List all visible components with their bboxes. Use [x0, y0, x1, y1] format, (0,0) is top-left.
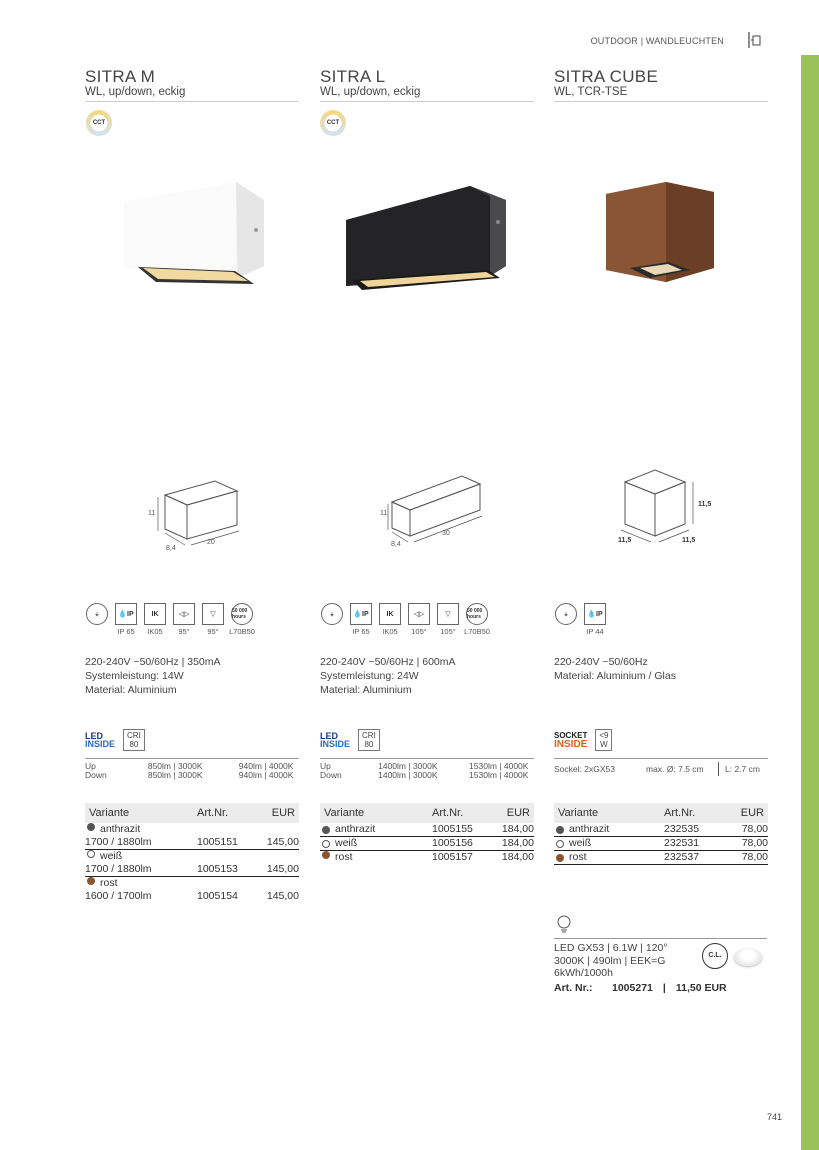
ik-icon: IK IK05: [143, 603, 167, 636]
ground-icon: ⏚: [320, 603, 344, 636]
section-color-bar: [801, 55, 819, 1150]
cct-badge: CCT: [86, 110, 112, 136]
ip-icon: 💧 IP IP 44: [583, 603, 607, 636]
lamp-spec-line: 6kWh/1000h: [554, 967, 613, 979]
lamp-spec-line: 3000K | 490lm | EEK=G: [554, 954, 666, 967]
product-title: SITRA CUBE: [554, 67, 659, 86]
lumen-row-up: Up 850lm | 3000K 940lm | 4000K: [85, 761, 294, 771]
lumen-row-down: Down 850lm | 3000K 940lm | 4000K: [85, 770, 294, 780]
lumen-table: [85, 758, 299, 780]
dim-height: 11: [148, 510, 156, 517]
lumen-table: [320, 758, 534, 780]
color-dot-anthrazit: [556, 826, 564, 834]
color-dot-weiss: [87, 850, 95, 858]
spec-text: 220-240V ~50/60Hz | 350mA Systemleistung: 14W Material: Aluminium: [85, 656, 221, 696]
led-inside-badge: [320, 729, 380, 751]
table-row[interactable]: weiß 232531 78,00: [554, 837, 768, 851]
dim-depth: 11,5: [618, 537, 632, 544]
product-subtitle: WL, TCR-TSE: [554, 86, 768, 102]
product-subtitle: WL, up/down, eckig: [320, 86, 534, 102]
table-row[interactable]: rost 1005157 184,00: [320, 851, 534, 864]
lumen-row-up: Up 1400lm | 3000K 1530lm | 4000K: [320, 761, 529, 771]
table-row[interactable]: weiß 1700 / 1880lm 1005153 145,00: [85, 850, 299, 875]
beam-angle-down-icon: ▽ 95°: [201, 603, 225, 636]
socket-info-row: Sockel: 2xGX53 max. Ø: 7.5 cm L: 2.7 cm: [554, 758, 768, 776]
color-dot-rost: [556, 854, 564, 862]
cri-badge: CRI 80: [358, 729, 380, 751]
product-title: SITRA L: [320, 67, 386, 86]
socket-inside-logo: SOCKET INSIDE: [554, 731, 588, 750]
cl-badge-icon: C.L.: [702, 943, 728, 969]
table-row[interactable]: anthrazit 1700 / 1880lm 1005151 145,00: [85, 823, 299, 848]
product-photo-sitra-l: [340, 180, 515, 295]
dim-depth: 8,4: [391, 541, 401, 548]
spec-text: 220-240V ~50/60Hz | 600mA Systemleistung: 24W Material: Aluminium: [320, 656, 456, 696]
lumen-row-down: Down 1400lm | 3000K 1530lm | 4000K: [320, 770, 529, 780]
table-row[interactable]: weiß 1005156 184,00: [320, 837, 534, 851]
lifetime-icon: 50 000 hours L70B50: [230, 603, 254, 636]
dim-height: 11,5: [698, 501, 712, 508]
socket-inside-badge: [554, 729, 612, 751]
product-sitra-m: [85, 68, 299, 102]
table-row[interactable]: rost 232537 78,00: [554, 851, 768, 865]
color-dot-rost: [322, 851, 330, 859]
lamp-bulb-icon: [556, 915, 572, 933]
product-photo-sitra-cube: [600, 178, 720, 293]
dim-width: 11,5: [682, 537, 696, 544]
table-header: Variante Art.Nr. EUR: [554, 803, 768, 823]
catalog-book-icon: [748, 31, 762, 49]
dimension-drawing-sitra-m: [145, 475, 255, 555]
product-photo-sitra-m: [118, 178, 278, 298]
lamp-article: Art. Nr.: 1005271 | 11,50 EUR: [554, 981, 727, 994]
page-header-category: OUTDOOR | WANDLEUCHTEN: [590, 36, 724, 46]
beam-angle-icon: ◁▷ 105°: [407, 603, 431, 636]
table-row[interactable]: anthrazit 232535 78,00: [554, 823, 768, 837]
dim-width: 30: [442, 530, 450, 537]
table-row[interactable]: rost 1600 / 1700lm 1005154 145,00: [85, 877, 299, 902]
variant-table: [320, 803, 534, 864]
product-subtitle: WL, up/down, eckig: [85, 86, 299, 102]
led-inside-logo: LED INSIDE: [85, 731, 116, 749]
ip-icon: 💧 IP IP 65: [114, 603, 138, 636]
color-dot-anthrazit: [87, 823, 95, 831]
dimension-drawing-sitra-l: [380, 470, 495, 550]
feature-icons: [320, 603, 489, 636]
feature-icons: [85, 603, 254, 636]
color-dot-weiss: [556, 840, 564, 848]
led-inside-logo: LED INSIDE: [320, 731, 351, 749]
product-sitra-cube: [554, 68, 768, 102]
color-dot-anthrazit: [322, 826, 330, 834]
variant-table: [85, 803, 299, 903]
cri-badge: CRI 80: [123, 729, 145, 751]
ground-icon: ⏚: [85, 603, 109, 636]
product-title: SITRA M: [85, 67, 156, 86]
dim-depth: 8,4: [166, 545, 176, 552]
table-header: Variante Art.Nr. EUR: [85, 803, 299, 823]
lamp-spec-line: LED GX53 | 6.1W | 120°: [554, 942, 668, 954]
lamp-product-photo: [734, 948, 762, 966]
color-dot-rost: [87, 877, 95, 885]
table-row[interactable]: anthrazit 1005155 184,00: [320, 823, 534, 837]
lifetime-icon: 50 000 hours L70B50: [465, 603, 489, 636]
beam-angle-icon: ◁▷ 95°: [172, 603, 196, 636]
product-sitra-l: [320, 68, 534, 102]
page-number: 741: [766, 1112, 782, 1122]
cct-badge: CCT: [320, 110, 346, 136]
table-header: Variante Art.Nr. EUR: [320, 803, 534, 823]
ip-icon: 💧 IP IP 65: [349, 603, 373, 636]
ik-icon: IK IK05: [378, 603, 402, 636]
led-inside-badge: [85, 729, 145, 751]
ground-icon: ⏚: [554, 603, 578, 636]
dim-height: 11: [380, 510, 388, 517]
power-badge: <9 W: [595, 729, 612, 751]
feature-icons: [554, 603, 607, 636]
beam-angle-down-icon: ▽ 105°: [436, 603, 460, 636]
lamp-accessory: [554, 915, 767, 994]
variant-table: [554, 803, 768, 865]
spec-text: 220-240V ~50/60Hz Material: Aluminium / Glas: [554, 656, 676, 682]
color-dot-weiss: [322, 840, 330, 848]
dim-width: 20: [207, 539, 215, 546]
